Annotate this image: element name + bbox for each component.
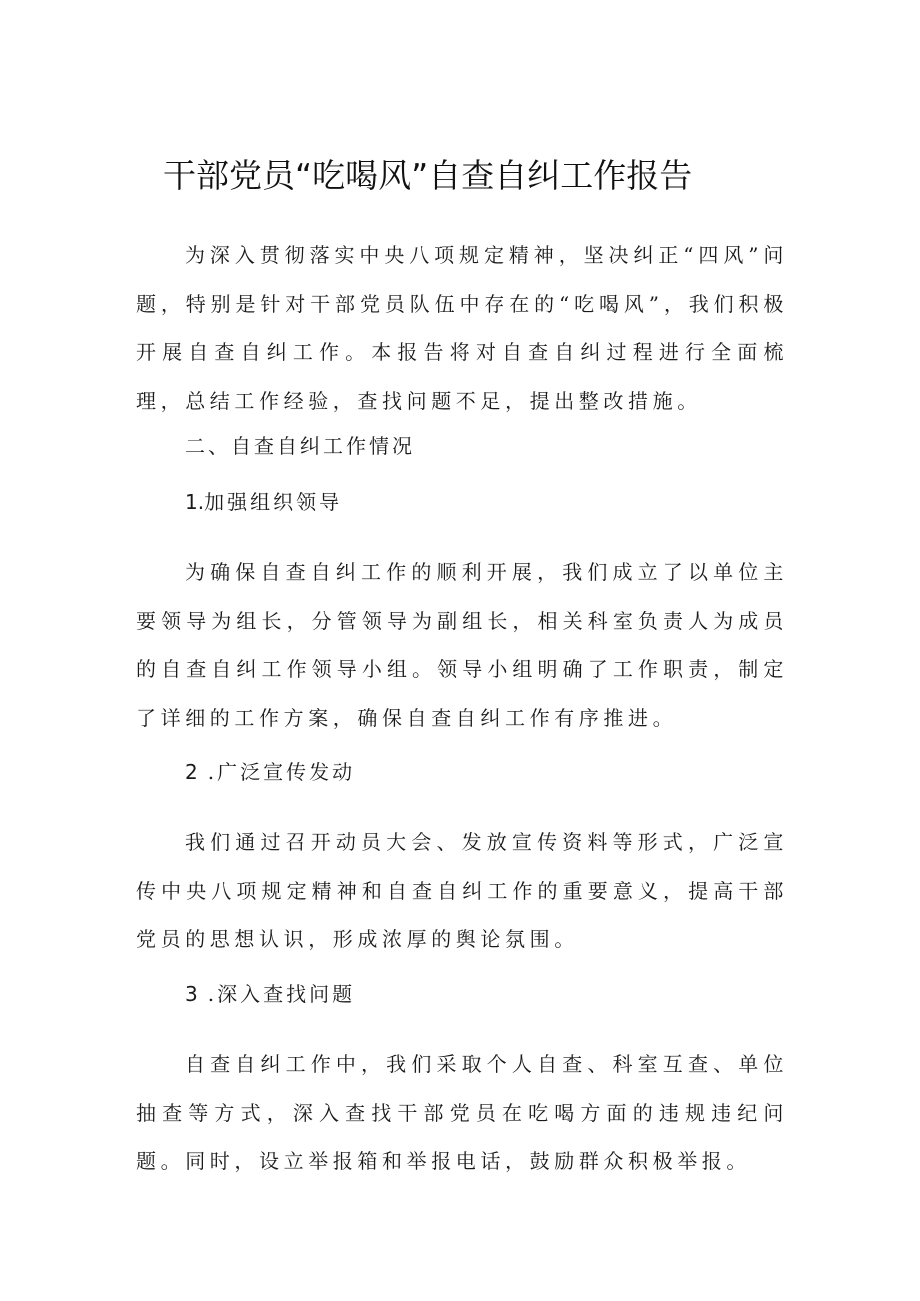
item-heading-1 <box>185 487 342 517</box>
item-number-1: 1. <box>185 490 205 514</box>
item-title-1: 加强组织领导 <box>204 490 343 514</box>
item-number-3: 3 <box>185 982 198 1006</box>
item-body-1: 为确保自查自纠工作的顺利开展，我们成立了以单位主要领导为组长，分管领导为副组长，相关科室负责人为成员的自查自纠工作领导小组。领导小组明确了工作职责，制定了详细的工作方案，确保自查自纠工作有序推进。 <box>136 560 788 730</box>
item-heading-2 <box>185 757 355 787</box>
item-title-2: .广泛宣传发动 <box>207 760 356 784</box>
item-title-3: .深入查找问题 <box>207 982 356 1006</box>
item-heading-3 <box>185 979 355 1009</box>
section-heading: 二、自查自纠工作情况 <box>185 434 415 458</box>
item-body-3: 自查自纠工作中，我们采取个人自查、科室互查、单位抽查等方式，深入查找干部党员在吃喝方面的违规违纪问题。同时，设立举报箱和举报电话，鼓励群众积极举报。 <box>136 1052 788 1174</box>
intro-paragraph: 为深入贯彻落实中央八项规定精神，坚决纠正“四风”问题，特别是针对干部党员队伍中存在的“吃喝风”，我们积极开展自查自纠工作。本报告将对自查自纠过程进行全面梳理，总结工作经验，查找问题不足，提出整改措施。 <box>136 243 788 413</box>
item-body-2: 我们通过召开动员大会、发放宣传资料等形式，广泛宣传中央八项规定精神和自查自纠工作的重要意义，提高干部党员的思想认识，形成浓厚的舆论氛围。 <box>136 830 788 952</box>
item-number-2: 2 <box>185 760 198 784</box>
document-title: 干部党员“吃喝风”自查自纠工作报告 <box>163 156 693 195</box>
